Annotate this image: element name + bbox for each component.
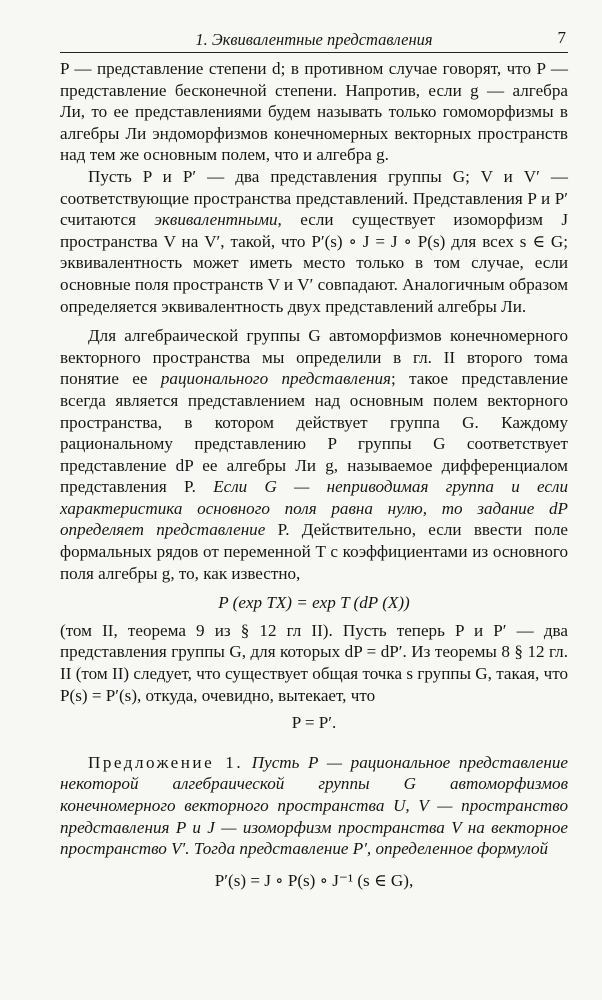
running-header (60, 26, 568, 53)
term-rational-representation: рационального представления (160, 369, 391, 389)
paragraph-4: (том II, теорема 9 из § 12 гл II). Пусть теперь P и P′ — два представления группы G, для которых dP = dP′. Из теоремы 8 § 12 гл. II (том II) следует, что существует общая точка s группы G, такая, что P(s) = P′(s), откуда, очевидно, вытекает, что (60, 620, 568, 705)
page-number: 7 (557, 28, 566, 47)
paragraph-3-text-b: ; такое представление всегда является представлением над основным полем векторного пространства, в котором действует группа G. Каждому рациональному представлению P группы G соответствует представление dP ее алгебры Ли g, называемое дифференциалом представления P. (60, 369, 568, 497)
paragraph-1: P — представление степени d; в противном случае говорят, что P — представление бесконечной степени. Напротив, если g — алгебра Ли, то ее представлениями будем называть только гомоморфизмы в алгебры Ли эндоморфизмов конечномерных векторных пространств над тем же основным полем, что и алгебра g. (60, 59, 568, 165)
paragraph-3-text-a: Для алгебраической группы G автоморфизмов конечномерного векторного пространства мы определили в гл. II второго тома понятие ее (60, 326, 568, 389)
paragraph-2 (60, 166, 568, 317)
chapter-title: 1. Эквивалентные представления (195, 30, 433, 49)
formula-exp: P (exp TX) = exp T (dP (X)) (218, 593, 410, 613)
formula-conjugation: P′(s) = J ∘ P(s) ∘ J⁻¹ (s ∈ G), (214, 870, 414, 890)
page-body (60, 58, 568, 897)
paragraph-2-text-a: Пусть P и P′ — два представления группы G; V и V′ — соответствующие пространства представлений. Представления P и P′ считаются (60, 166, 568, 230)
proposition-text: Пусть P — рациональное представление некоторой алгебраической группы G автоморфизмов конечномерного векторного пространства U, V — пространство представления P и J — изоморфизм пространства V на векторное пространство V′. Тогда представление P′, определенное формулой (60, 752, 568, 859)
paragraph-3-italic-statement: Если G — неприводимая группа и если характеристика основного поля равна нулю, то задание dP определяет представление (60, 477, 568, 540)
proposition-1 (60, 752, 568, 860)
proposition-label: Предложение 1. (88, 752, 244, 772)
term-equivalent: эквивалентными, (154, 210, 282, 230)
paragraph-3-text-c: P. Действительно, если ввести поле формальных рядов от переменной T с коэффициентами из основного поля алгебры g, то, как известно, (60, 520, 568, 583)
paragraph-3 (60, 325, 568, 584)
formula-equality: P = P′. (291, 713, 337, 733)
paragraph-2-text-b: если существует изоморфизм J пространства V на V′, такой, что P′(s) ∘ J = J ∘ P(s) для всех s ∈ G; эквивалентность может иметь место только в том случае, если основные поля пространств V и V′ совпадают. Аналогичным образом определяется эквивалентность двух представлений алгебры Ли. (60, 210, 569, 316)
